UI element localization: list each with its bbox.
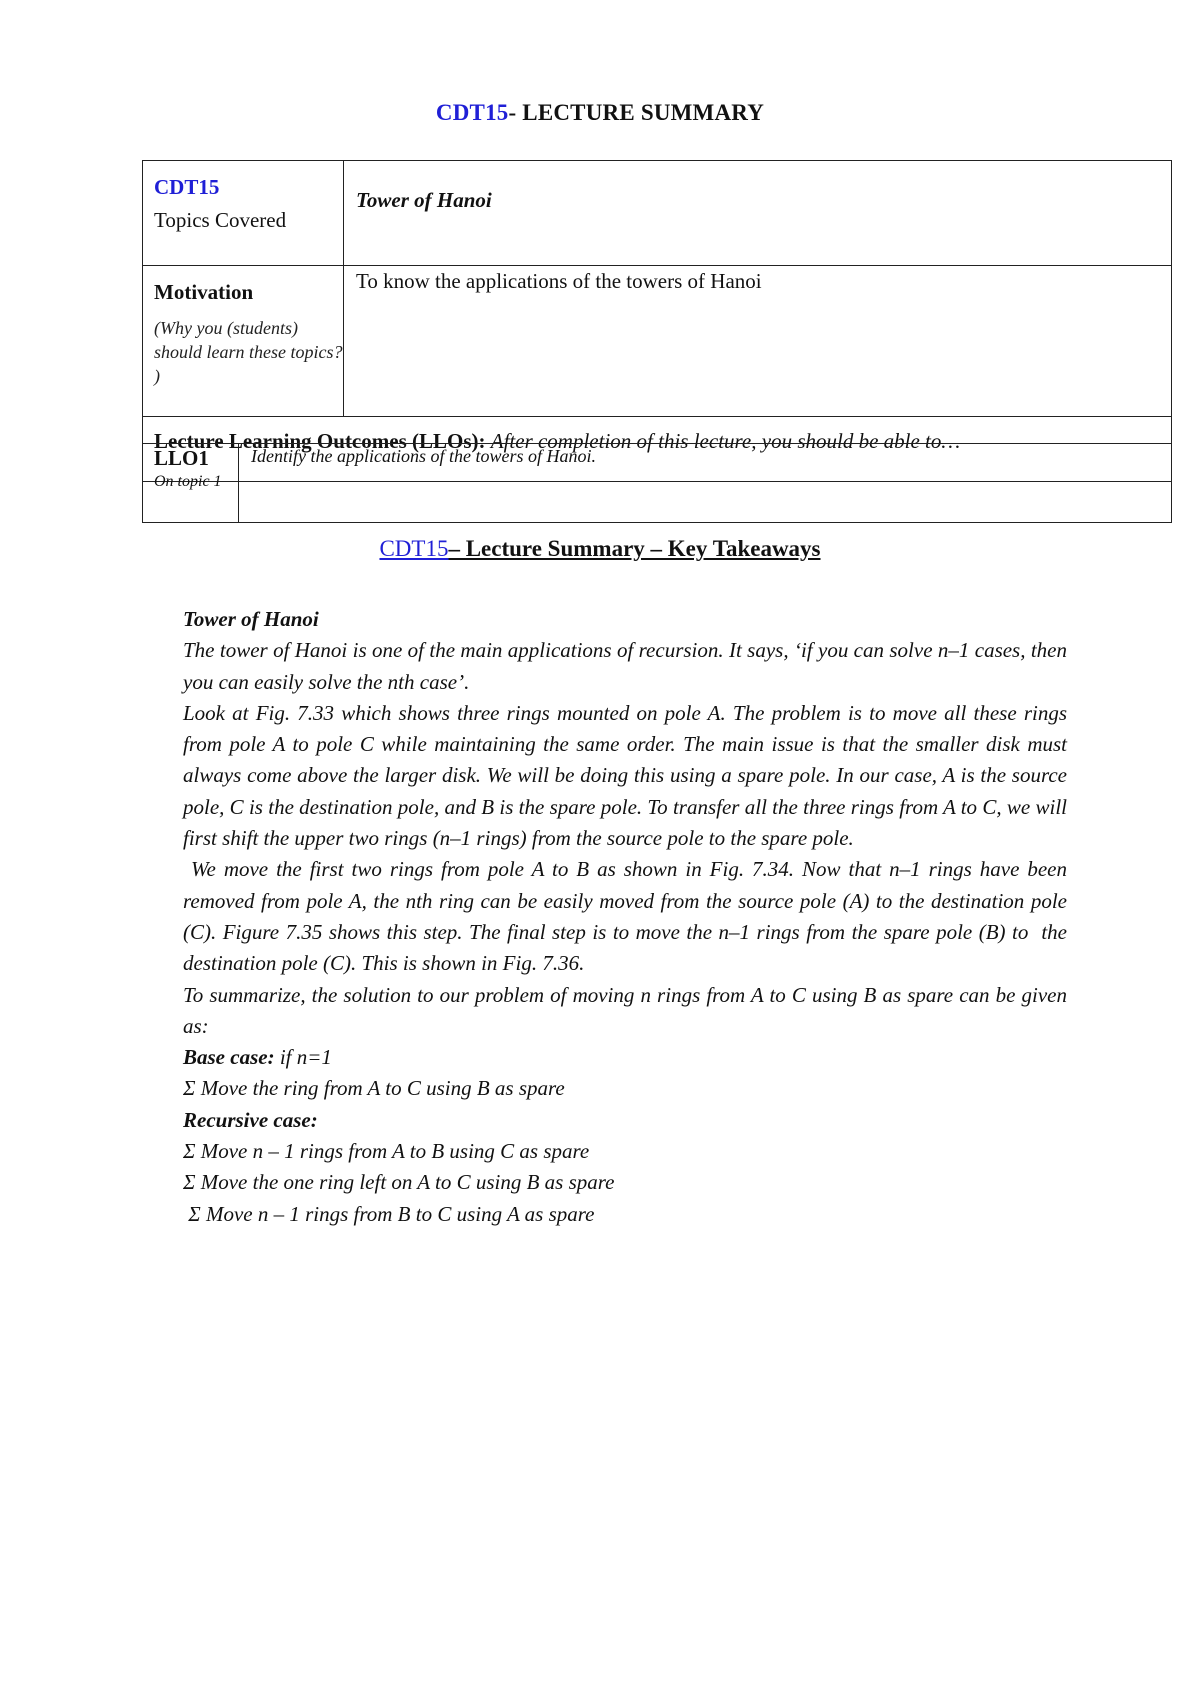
takeaways-code: CDT15 [379, 536, 449, 561]
llo-topic: On topic 1 [154, 473, 222, 490]
llo-id-cell [143, 444, 239, 523]
llo-value: Identify the applications of the towers of Hanoi. [239, 444, 1172, 523]
takeaways-title-rest: – Lecture Summary – Key Takeaways [448, 536, 821, 561]
base-case-line [183, 1042, 1067, 1073]
paragraph: We move the first two rings from pole A to B as shown in Fig. 7.34. Now that n–1 rings have been removed from pole A, the nth ring can be easily moved from the source pole (A) to the destination pole (C). Figure 7.35 shows this step. The final step is to move the n–1 rings from the spare pole (B) to the destination pole (C). This is shown in Fig. 7.36. [183, 857, 1073, 976]
llo-id: LLO1 [154, 446, 209, 470]
recursive-step: Σ Move n – 1 rings from B to C using A as spare [183, 1201, 595, 1226]
paragraph: The tower of Hanoi is one of the main applications of recursion. It says, ‘if you can solve n–1 cases, then you can easily solve the nth case’. [183, 638, 1067, 694]
llo-row [143, 444, 1172, 523]
recursive-case-label: Recursive case: [183, 1107, 318, 1132]
base-case-condition: if n=1 [274, 1045, 332, 1070]
recursive-step: Σ Move n – 1 rings from A to B using C as spare [183, 1139, 590, 1164]
base-step: Σ Move the ring from A to C using B as spare [183, 1076, 565, 1101]
topics-row [143, 161, 1172, 266]
recursive-step: Σ Move the one ring left on A to C using B as spare [183, 1170, 615, 1195]
takeaways-body [183, 604, 1073, 1230]
motivation-value: To know the applications of the towers of Hanoi [344, 266, 1172, 417]
motivation-label: Motivation [154, 280, 254, 304]
topics-covered-label: Topics Covered [154, 208, 287, 232]
title-rest: - LECTURE SUMMARY [508, 100, 765, 125]
topics-value: Tower of Hanoi [344, 161, 1172, 266]
motivation-row [143, 266, 1172, 417]
takeaways-title [0, 536, 1200, 562]
llo-table [142, 443, 1172, 523]
section-title: Tower of Hanoi [183, 607, 319, 631]
motivation-question: (Why you (students) should learn these topics? ) [154, 318, 343, 386]
motivation-label-cell [143, 266, 344, 417]
paragraph: Look at Fig. 7.33 which shows three rings mounted on pole A. The problem is to move all these rings from pole A to pole C while maintaining the same order. The main issue is that the smaller disk must always come above the larger disk. We will be doing this using a spare pole. In our case, A is the source pole, C is the destination pole, and B is the spare pole. To transfer all the three rings from A to C, we will first shift the upper two rings (n–1 rings) from the source pole to the spare pole. [183, 700, 1067, 851]
title-code: CDT15 [435, 100, 509, 125]
topics-label-cell [143, 161, 344, 266]
llo-intro: After completion of this lecture, you should be able to… [490, 429, 961, 453]
paragraph: To summarize, the solution to our problem of moving n rings from A to C using B as spare can be given as: [183, 982, 1067, 1038]
page-title [0, 100, 1200, 126]
topic-code: CDT15 [154, 175, 220, 199]
llo-heading: Lecture Learning Outcomes (LLOs): [154, 429, 486, 453]
lecture-info-table [142, 160, 1172, 482]
base-case-label: Base case: [183, 1045, 275, 1070]
